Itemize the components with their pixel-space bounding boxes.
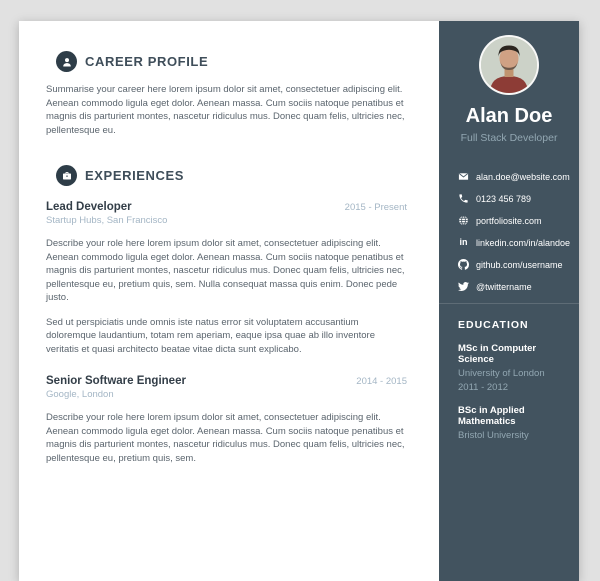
career-summary: Summarise your career here lorem ipsum dolor sit amet, consectetuer adipiscing elit. Aenean commodo ligula eget dolor. Aenean massa. Cum sociis natoque penatibus et magnis dis parturient montes, nascetur ridiculus mus. Donec quam felis, ultricies nec, pellentesque eu. (46, 84, 405, 136)
education-entry (458, 343, 569, 393)
main-column (19, 21, 439, 581)
education-years: 2011 - 2012 (458, 382, 509, 393)
education-entry (458, 405, 569, 441)
github-link[interactable]: github.com/username (476, 259, 563, 270)
website-icon (458, 215, 469, 226)
profile-name: Alan Doe (465, 105, 553, 127)
contact-list (439, 171, 579, 292)
contact-row-website (458, 215, 579, 226)
job-description: Describe your role here lorem ipsum dolor sit amet, consectetuer adipiscing elit. Aenean commodo ligula eget dolor. Aenean massa. Cum sociis natoque penatibus et magnis dis parturient montes, nascetur ridiculus mus. Donec quam felis, ultricies nec, pellentesque eu, pretium quis, sem. (46, 412, 405, 464)
contact-row-linkedin (458, 237, 579, 248)
job-description: Sed ut perspiciatis unde omnis iste natus error sit voluptatem accusantium doloremque laudantium, totam rem aperiam, eaque ipsa quae ab illo inventore veritatis et quasi architecto beatae vitae dicta sunt explicabo. (46, 316, 376, 355)
resume-sheet (19, 21, 579, 581)
education-degree: BSc in Applied Mathematics (458, 405, 525, 427)
twitter-link[interactable]: @twittername (476, 281, 532, 292)
education-school: Bristol University (458, 430, 529, 441)
email-link[interactable]: alan.doe@website.com (476, 171, 570, 182)
profile-photo (479, 35, 539, 95)
twitter-icon (458, 281, 469, 292)
contact-row-phone (458, 193, 579, 204)
job-entry-lead-developer (46, 201, 407, 356)
job-head (46, 201, 407, 213)
github-icon (458, 259, 469, 270)
job-entry-senior-software-engineer (46, 375, 407, 465)
career-profile-header (56, 51, 407, 72)
briefcase-icon (56, 165, 77, 186)
education-section (439, 303, 579, 441)
phone-icon (458, 193, 469, 204)
user-icon (56, 51, 77, 72)
website-link[interactable]: portfoliosite.com (476, 215, 542, 226)
job-title: Lead Developer (46, 201, 132, 213)
experiences-header (56, 165, 407, 186)
linkedin-link[interactable]: linkedin.com/in/alandoe (476, 237, 571, 248)
section-career-profile (46, 51, 407, 137)
job-period: 2015 - Present (344, 202, 407, 213)
experiences-title: EXPERIENCES (85, 168, 185, 183)
education-school: University of London (458, 368, 545, 379)
job-period: 2014 - 2015 (356, 376, 407, 387)
phone-link[interactable]: 0123 456 789 (476, 193, 532, 204)
education-degree: MSc in Computer Science (458, 343, 537, 365)
job-head (46, 375, 407, 387)
job-title: Senior Software Engineer (46, 375, 186, 387)
contact-row-github (458, 259, 579, 270)
career-profile-title: CAREER PROFILE (85, 54, 209, 69)
section-experiences (46, 165, 407, 465)
linkedin-icon: in (459, 237, 468, 247)
email-icon (458, 171, 469, 182)
job-company: Startup Hubs, San Francisco (46, 215, 168, 226)
job-company: Google, London (46, 389, 114, 400)
sidebar (439, 21, 579, 581)
education-heading: EDUCATION (458, 319, 529, 331)
contact-row-twitter (458, 281, 579, 292)
profile-role: Full Stack Developer (460, 132, 558, 144)
contact-row-email (458, 171, 579, 182)
job-description: Describe your role here lorem ipsum dolor sit amet, consectetuer adipiscing elit. Aenean commodo ligula eget dolor. Aenean massa. Cum sociis natoque penatibus et magnis dis parturient montes, nascetur ridiculus mus. Donec quam felis, ultricies nec, pellentesque eu, pretium quis, sem. Nulla consequat massa quis enim. Donec pede justo. (46, 238, 405, 303)
